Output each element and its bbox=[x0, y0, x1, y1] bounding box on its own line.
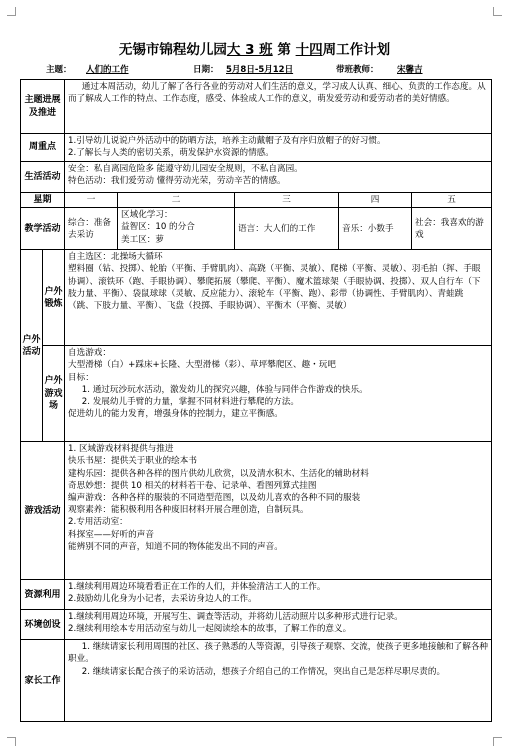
family-item: 1. 继续请家长利用周围的社区、孩子熟悉的人等资源，引导孩子观察、交流，使孩子更多地接触和了解各种职业。 bbox=[68, 642, 489, 665]
goal-item: 1.引导幼儿说说户外活动中的防晒方法，培养主动戴帽子及有序归放帽子的好习惯。 bbox=[68, 136, 386, 146]
page-corner-mark bbox=[493, 7, 502, 16]
week-prefix: 第 bbox=[277, 42, 291, 58]
title-suffix: 周工作计划 bbox=[322, 42, 391, 58]
teacher-label: 带班教师： bbox=[336, 65, 379, 75]
game-cell bbox=[65, 442, 492, 580]
page-corner-mark bbox=[7, 737, 16, 746]
outdoor-exercise-label: 户外锻炼 bbox=[43, 250, 65, 346]
exercise-heading: 自主选区：北操场大循环 bbox=[68, 252, 163, 263]
row-outdoor-exercise bbox=[21, 250, 492, 346]
family-label: 家长工作 bbox=[21, 640, 65, 722]
life-cell bbox=[65, 162, 492, 193]
theme-value: 人们的工作 bbox=[86, 65, 129, 75]
weekday-mon: 一 bbox=[65, 193, 118, 208]
exercise-text: 塑料圈（钻、投掷）、轮胎（平衡、手臂肌肉）、高跷（平衡、灵敏）、爬梯（平衡、灵敏）、羽毛拍（挥、手眼协调）、滚铁环（跑、手眼协调）、攀爬拓展（攀爬、平衡）、魔术篮球架（手眼协调、投掷）、双人自行车（下肢力量、平衡）、袋鼠球球（灵敏、反应能力）、滚轮车（平衡、跑）、彩带（协调性、手臂肌肉）、青蛙跳（跳、下肢力量、平衡）、飞盘（投掷、手眼协调）、平衡木（平衡、灵敏） bbox=[68, 264, 481, 312]
games-item: 自选游戏： bbox=[68, 348, 111, 359]
date-value: 5月8日-5月12日 bbox=[226, 65, 294, 75]
game-item: 编声游戏：各种各样的服装的不同造型范图，以及幼儿喜欢的各种不同的服装 bbox=[68, 493, 361, 504]
weekday-thu: 四 bbox=[339, 193, 412, 208]
teaching-tue: 区域化学习： 益智区：10 的分合 美工区：萝 bbox=[118, 208, 235, 250]
game-item: 建构乐园：提供各种各样的图片供幼儿欣赏，以及清水积木、生活化的辅助材料 bbox=[68, 468, 369, 479]
goals-cell bbox=[65, 134, 492, 162]
life-item: 特色活动：我们爱劳动 懂得劳动光荣，劳动辛苦的情感。 bbox=[68, 176, 286, 187]
game-item: 观察素养：能积极利用各种废旧材料开展合理创造，自制玩具。 bbox=[68, 505, 309, 516]
teaching-wed: 语言：大人们的工作 bbox=[235, 208, 339, 250]
teaching-label: 教学活动 bbox=[21, 208, 65, 250]
resource-item: 2.鼓励幼儿化身为小记者，去采访身边人的工作。 bbox=[68, 594, 257, 605]
goals-label: 周重点 bbox=[21, 134, 65, 162]
env-item: 1.继续利用周边环境，开展写生、调查等活动，并将幼儿活动照片以多种形式进行记录。 bbox=[68, 612, 403, 623]
page-corner-mark bbox=[493, 737, 502, 746]
theme-label: 主题： bbox=[46, 65, 72, 75]
teaching-mon: 综合：准备去采访 bbox=[65, 208, 118, 250]
outdoor-games-cell bbox=[65, 346, 492, 442]
game-item: 科探室——好听的声音 bbox=[68, 529, 154, 540]
weekday-tue: 二 bbox=[118, 193, 235, 208]
games-item: 1. 通过玩沙玩水活动，激发幼儿的探究兴趣，体验与同伴合作游戏的快乐。 bbox=[81, 384, 368, 395]
teaching-fri: 社会：我喜欢的游戏 bbox=[412, 208, 492, 250]
weekday-label: 星期 bbox=[21, 193, 65, 208]
row-outdoor-games bbox=[21, 346, 492, 442]
family-item: 2. 继续请家长配合孩子的采访活动，想孩子介绍自己的工作情况，突出自己是怎样尽职尽责的。 bbox=[81, 666, 446, 677]
row-game-activity bbox=[21, 442, 492, 580]
games-item: 促进幼儿的能力发育，增强身体的控制力，建立平衡感。 bbox=[68, 409, 283, 420]
outdoor-exercise-cell bbox=[65, 250, 492, 346]
env-cell bbox=[65, 610, 492, 640]
date-label: 日期： bbox=[193, 65, 219, 75]
resource-label: 资源利用 bbox=[21, 580, 65, 610]
game-item: 快乐书屋：提供关于职业的绘本书 bbox=[68, 456, 197, 467]
games-item: 大型滑梯（白）+踩床+长隆、大型滑梯（彩）、草坪攀爬区、趣・玩吧 bbox=[68, 360, 336, 371]
page-corner-mark bbox=[7, 7, 16, 16]
games-item: 2. 发展幼儿手臂的力量，掌握不同材料进行攀爬的方法。 bbox=[81, 397, 299, 408]
progress-text: 通过本周活动，幼儿了解了各行各业的劳动对人们生活的意义，学习成人认真、细心、负责的工作态度。从而了解成人工作的特点、工作态度，感受、体验成人工作的意义，萌发爱劳动和爱劳动者的美好情感。 bbox=[65, 80, 492, 134]
resource-item: 1.继续利用周边环境看看正在工作的人们，并体验清洁工人的工作。 bbox=[68, 582, 326, 593]
class-name: 大 3 班 bbox=[226, 42, 273, 58]
games-item: 目标： bbox=[68, 372, 94, 383]
progress-label: 主题进展及推进 bbox=[21, 80, 65, 134]
week-number: 十四 bbox=[295, 42, 323, 58]
game-item: 1. 区域游戏材料提供与推进 bbox=[68, 444, 174, 455]
goal-item: 2.了解长与人类的密切关系，萌发保护水资源的情感。 bbox=[68, 148, 274, 159]
row-life bbox=[21, 162, 492, 193]
row-environment bbox=[21, 610, 492, 640]
row-progress bbox=[21, 80, 492, 134]
row-family bbox=[21, 640, 492, 722]
game-item: 2.专用活动室： bbox=[68, 517, 128, 528]
game-label: 游戏活动 bbox=[21, 442, 65, 580]
school-name: 无锡市锦程幼儿园 bbox=[118, 42, 227, 58]
page-title bbox=[0, 38, 509, 58]
outdoor-label: 户外活动 bbox=[21, 250, 43, 442]
teaching-thu: 音乐：小数手 bbox=[339, 208, 412, 250]
teacher-value: 宋馨吉 bbox=[397, 65, 423, 75]
life-item: 安全：私自离园危险多 能遵守幼儿园安全规则，不私自离园。 bbox=[68, 164, 303, 174]
plan-info-line bbox=[0, 63, 509, 75]
env-item: 2.继续利用绘本专用活动室与幼儿一起阅读绘本的故事，了解工作的意义。 bbox=[68, 624, 352, 635]
weekday-fri: 五 bbox=[412, 193, 492, 208]
family-cell bbox=[65, 640, 492, 722]
life-label: 生活活动 bbox=[21, 162, 65, 193]
row-resource bbox=[21, 580, 492, 610]
weekly-plan-table bbox=[20, 79, 492, 722]
weekday-wed: 三 bbox=[235, 193, 339, 208]
row-teaching bbox=[21, 208, 492, 250]
game-item: 奇思妙想：提供 10 相关的材料若干卷、记录单、看图列算式挂图 bbox=[68, 480, 317, 491]
game-item: 能辨别不同的声音，知道不同的物体能发出不同的声音。 bbox=[68, 541, 283, 552]
resource-cell bbox=[65, 580, 492, 610]
row-goals bbox=[21, 134, 492, 162]
env-label: 环境创设 bbox=[21, 610, 65, 640]
row-weekdays bbox=[21, 193, 492, 208]
outdoor-games-label: 户外游戏场 bbox=[43, 346, 65, 442]
